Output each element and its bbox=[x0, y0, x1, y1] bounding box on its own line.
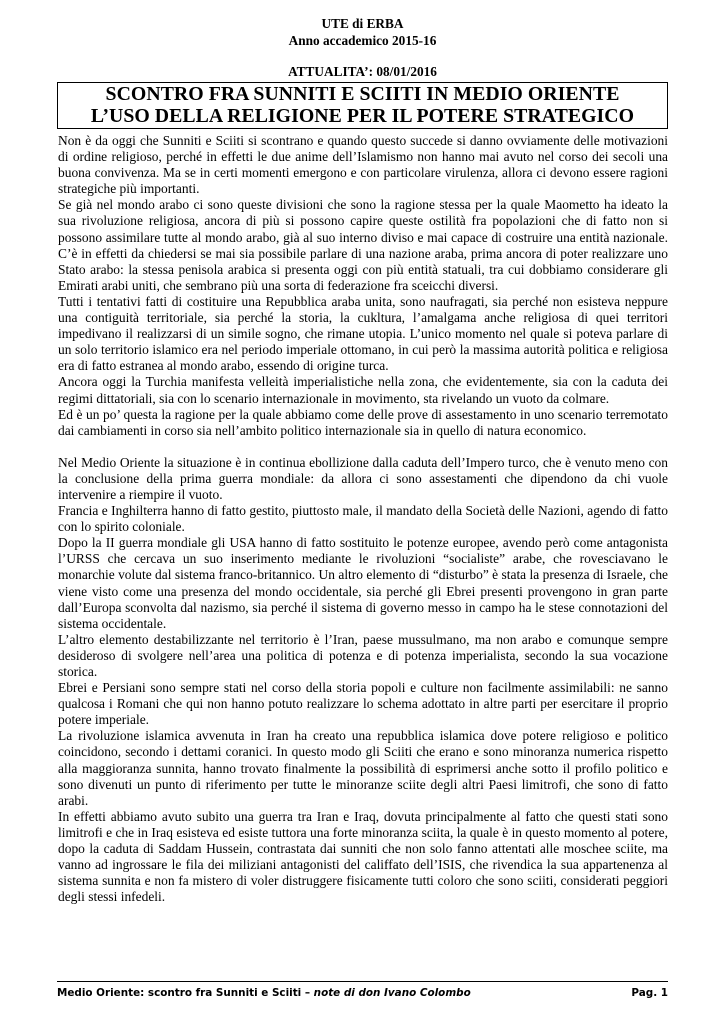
paragraph: Ancora oggi la Turchia manifesta velleità imperialistiche nella zona, che evidentemente, sia con la caduta dei regimi dittatoriali, sia con lo scenario internazionale in movimento, sta rivelando un vuoto da colmare. bbox=[58, 374, 668, 406]
page-number: Pag. 1 bbox=[631, 987, 668, 999]
topic-date: ATTUALITA’: 08/01/2016 bbox=[288, 64, 437, 79]
paragraph: Ed è un po’ questa la ragione per la quale abbiamo come delle prove di assestamento in uno scenario terremotato dai cambiamenti in corso sia nell’ambito politico internazionale sia in quello di natura economico. bbox=[58, 406, 668, 438]
paragraph: Dopo la II guerra mondiale gli USA hanno di fatto sostituito le potenze europee, avendo però come antagonista l’URSS che cercava un suo inserimento mediante le rivoluzioni “socialiste” arabe, che rovesciavano le monarchie volute dal sistema franco-britannico. Un altro elemento di “disturbo” è stata la presenza di Israele, che viene visto come una presenza del mondo occidentale, sia perché gli Ebrei presenti provengono in gran parte dall’Europa sconvolta dal nazismo, sia perché il sistema di governo messo in campo ha le stese connotazioni del sistema occidentale. bbox=[58, 535, 668, 631]
paragraph: Ebrei e Persiani sono sempre stati nel corso della storia popoli e culture non facilmente assimilabili: ne sanno qualcosa i Romani che qui non hanno potuto realizzare lo schema adottato in altre parti per esercitare il proprio potere imperiale. bbox=[58, 680, 668, 728]
paragraph: Nel Medio Oriente la situazione è in continua ebollizione dalla caduta dell’Impero turco, che è venuto meno con la conclusione della prima guerra mondiale: da allora ci sono assestamenti che dipendono da chi vuole intervenire a riempire il vuoto. bbox=[58, 454, 668, 502]
article-body bbox=[58, 133, 668, 905]
document-title-box bbox=[57, 82, 668, 129]
footer-divider bbox=[57, 981, 668, 982]
paragraph: Non è da oggi che Sunniti e Sciiti si scontrano e quando questo succede si danno ovviamente delle motivazioni di ordine religioso, perché in effetti le due anime dell’Islamismo non hanno mai avuto nel corso dei secoli una buona convivenza. Ma se in certi momenti emergono e con particolare virulenza, allora ci devono essere ragioni strategiche più importanti. bbox=[58, 133, 668, 197]
organization-name: UTE di ERBA bbox=[321, 16, 404, 31]
document-header bbox=[0, 16, 725, 49]
paragraph: Tutti i tentativi fatti di costituire una Repubblica araba unita, sono naufragati, sia perché non esisteva neppure una contiguità territoriale, sia perché la storia, la cukltura, l’amalgama anche religiosa di quei territori impedivano il realizzarsi di un simile sogno, che rimane utopia. L’unico momento nel quale si poteva parlare di un solo territorio islamico era nel periodo imperiale ottomano, in cui però la massima autorità politica e religiosa era di fatto estranea al mondo arabo, essendo di origine turca. bbox=[58, 293, 668, 374]
paragraph: L’altro elemento destabilizzante nel territorio è l’Iran, paese mussulmano, ma non arabo e comunque sempre desideroso di svolgere nell’area una politica di potenza e di potenza imperialista, secondo la sua vocazione storica. bbox=[58, 631, 668, 679]
footer-title-text: Medio Oriente: scontro fra Sunniti e Sciiti – bbox=[57, 987, 314, 999]
paragraph: In effetti abbiamo avuto subito una guerra tra Iran e Iraq, dovuta principalmente al fatto che questi stati sono limitrofi e che in Iraq esisteva ed esiste tuttora una forte minoranza sciita, la quale è in questo momento al potere, dopo la caduta di Saddam Hussein, contrastata dai sunniti che non solo fanno attentati alle moschee sciite, ma vanno ad ingrossare le fila dei miliziani antagonisti del califfato dell’ISIS, che rivendica la sua appartenenza al sistema sunnita e non fa mistero di voler distruggere fisicamente tutti coloro che sono sciiti, considerati peggiori degli stessi infedeli. bbox=[58, 808, 668, 905]
paragraph: Francia e Inghilterra hanno di fatto gestito, piuttosto male, il mandato della Società delle Nazioni, agendo di fatto con lo spirito coloniale. bbox=[58, 503, 668, 535]
footer-author-note: note di don Ivano Colombo bbox=[313, 987, 471, 999]
title-line-1: SCONTRO FRA SUNNITI E SCIITI IN MEDIO ORIENTE bbox=[105, 83, 620, 105]
academic-year: Anno accademico 2015-16 bbox=[288, 32, 437, 48]
paragraph: Se già nel mondo arabo ci sono queste divisioni che sono la ragione stessa per la quale Maometto ha ideato la sua rivoluzione religiosa, ancora di più si possono capire queste ostilità fra popolazioni che di fatto non si possono assimilare tutte al mondo arabo, già al suo interno diviso e mai capace di costruire una entità nazionale. C’è in effetti da chiedersi se mai sia possibile parlare di una nazione araba, prima ancora di poter realizzare uno Stato arabo: la stessa penisola arabica si presenta oggi con più entità statuali, tra cui dobbiamo considerare gli Emirati arabi uniti, che sembrano più una sorta di federazione fra sceicchi diversi. bbox=[58, 197, 668, 293]
paragraph: La rivoluzione islamica avvenuta in Iran ha creato una repubblica islamica dove potere religioso e politico coincidono, secondo i dettami coranici. In questo modo gli Sciiti che erano e sono minoranza numerica rispetto alla maggioranza sunnita, hanno trovato finalmente la possibilità di esprimersi anche sotto il profilo politico e sono divenuti un punto di riferimento per tutte le minoranze sciite degli altri Paesi limitrofi, che sono di fatto arabi. bbox=[58, 728, 668, 808]
footer-title bbox=[57, 986, 471, 1000]
title-line-2: L’USO DELLA RELIGIONE PER IL POTERE STRATEGICO bbox=[90, 104, 635, 127]
